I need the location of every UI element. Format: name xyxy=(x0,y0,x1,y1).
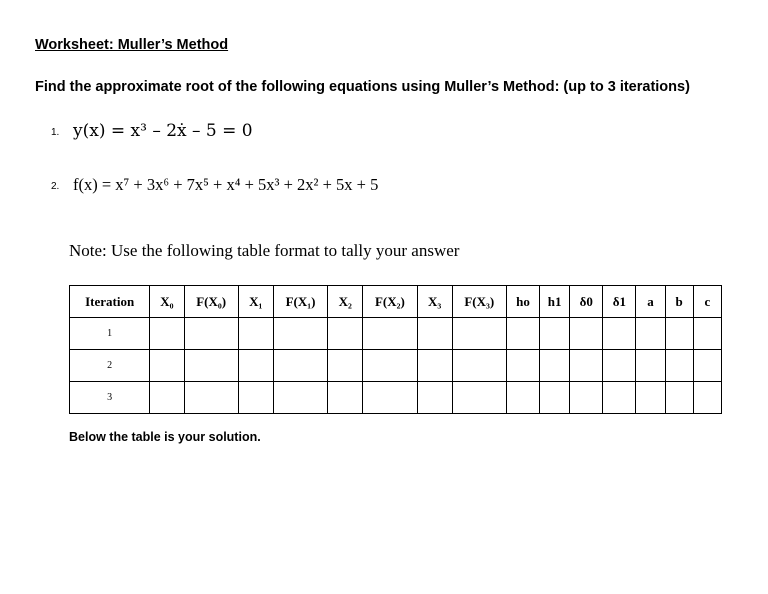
header-h0: ho xyxy=(506,286,539,318)
tally-table xyxy=(69,285,722,414)
header-c: c xyxy=(693,286,721,318)
answer-cell xyxy=(150,382,184,414)
instructions-text: Find the approximate root of the following equations using Muller’s Method: (up to 3 iterations) xyxy=(35,79,690,95)
answer-cell xyxy=(417,382,452,414)
answer-cell xyxy=(363,318,417,350)
answer-cell xyxy=(273,350,327,382)
answer-cell xyxy=(452,382,506,414)
answer-cell xyxy=(603,382,636,414)
answer-cell xyxy=(570,382,603,414)
answer-cell xyxy=(150,318,184,350)
header-delta1: δ1 xyxy=(603,286,636,318)
header-f-x2: F(X₂) xyxy=(363,286,417,318)
equation-1-number: 1. xyxy=(51,126,60,138)
header-iteration: Iteration xyxy=(70,286,150,318)
answer-cell xyxy=(636,350,665,382)
table-header-row xyxy=(70,286,722,318)
answer-cell xyxy=(273,318,327,350)
answer-cell xyxy=(184,318,238,350)
iteration-cell: 3 xyxy=(70,382,150,414)
table-row xyxy=(70,382,722,414)
header-h1: h1 xyxy=(540,286,570,318)
note-text: Note: Use the following table format to tally your answer xyxy=(69,241,460,260)
table-row xyxy=(70,318,722,350)
answer-cell xyxy=(540,350,570,382)
answer-cell xyxy=(363,350,417,382)
answer-cell xyxy=(238,382,273,414)
answer-cell xyxy=(636,318,665,350)
header-f-x1: F(X₁) xyxy=(273,286,327,318)
answer-cell xyxy=(328,350,363,382)
answer-cell xyxy=(417,318,452,350)
equation-1-expression: y(x) = x³ – 2ẋ – 5 = 0 xyxy=(73,121,253,141)
footer-text: Below the table is your solution. xyxy=(69,430,261,444)
answer-cell xyxy=(603,350,636,382)
equation-2-number: 2. xyxy=(51,180,60,192)
answer-cell xyxy=(328,382,363,414)
header-delta0: δ0 xyxy=(570,286,603,318)
iteration-cell: 2 xyxy=(70,350,150,382)
answer-cell xyxy=(693,382,721,414)
answer-cell xyxy=(540,382,570,414)
answer-cell xyxy=(238,350,273,382)
equation-1 xyxy=(51,121,253,141)
answer-cell xyxy=(328,318,363,350)
answer-cell xyxy=(363,382,417,414)
worksheet-title: Worksheet: Muller’s Method xyxy=(35,37,229,53)
answer-cell xyxy=(665,318,693,350)
equation-2-expression: f(x) = x⁷ + 3x⁶ + 7x⁵ + x⁴ + 5x³ + 2x² + 5x + 5 xyxy=(73,175,379,194)
answer-cell xyxy=(665,350,693,382)
header-x1: X₁ xyxy=(238,286,273,318)
header-x2: X₂ xyxy=(328,286,363,318)
answer-cell xyxy=(603,318,636,350)
answer-cell xyxy=(693,350,721,382)
answer-cell xyxy=(636,382,665,414)
answer-cell xyxy=(506,350,539,382)
answer-cell xyxy=(665,382,693,414)
header-f-x0: F(X₀) xyxy=(184,286,238,318)
header-a: a xyxy=(636,286,665,318)
answer-cell xyxy=(540,318,570,350)
answer-cell xyxy=(693,318,721,350)
answer-cell xyxy=(273,382,327,414)
answer-cell xyxy=(184,350,238,382)
answer-cell xyxy=(238,318,273,350)
answer-cell xyxy=(452,318,506,350)
answer-cell xyxy=(417,350,452,382)
answer-cell xyxy=(150,350,184,382)
table-row xyxy=(70,350,722,382)
answer-cell xyxy=(570,318,603,350)
header-x0: X₀ xyxy=(150,286,184,318)
header-b: b xyxy=(665,286,693,318)
header-f-x3: F(X₃) xyxy=(452,286,506,318)
answer-cell xyxy=(506,382,539,414)
answer-cell xyxy=(570,350,603,382)
equation-2 xyxy=(51,175,378,195)
header-x3: X₃ xyxy=(417,286,452,318)
answer-cell xyxy=(506,318,539,350)
answer-cell xyxy=(452,350,506,382)
answer-cell xyxy=(184,382,238,414)
iteration-cell: 1 xyxy=(70,318,150,350)
